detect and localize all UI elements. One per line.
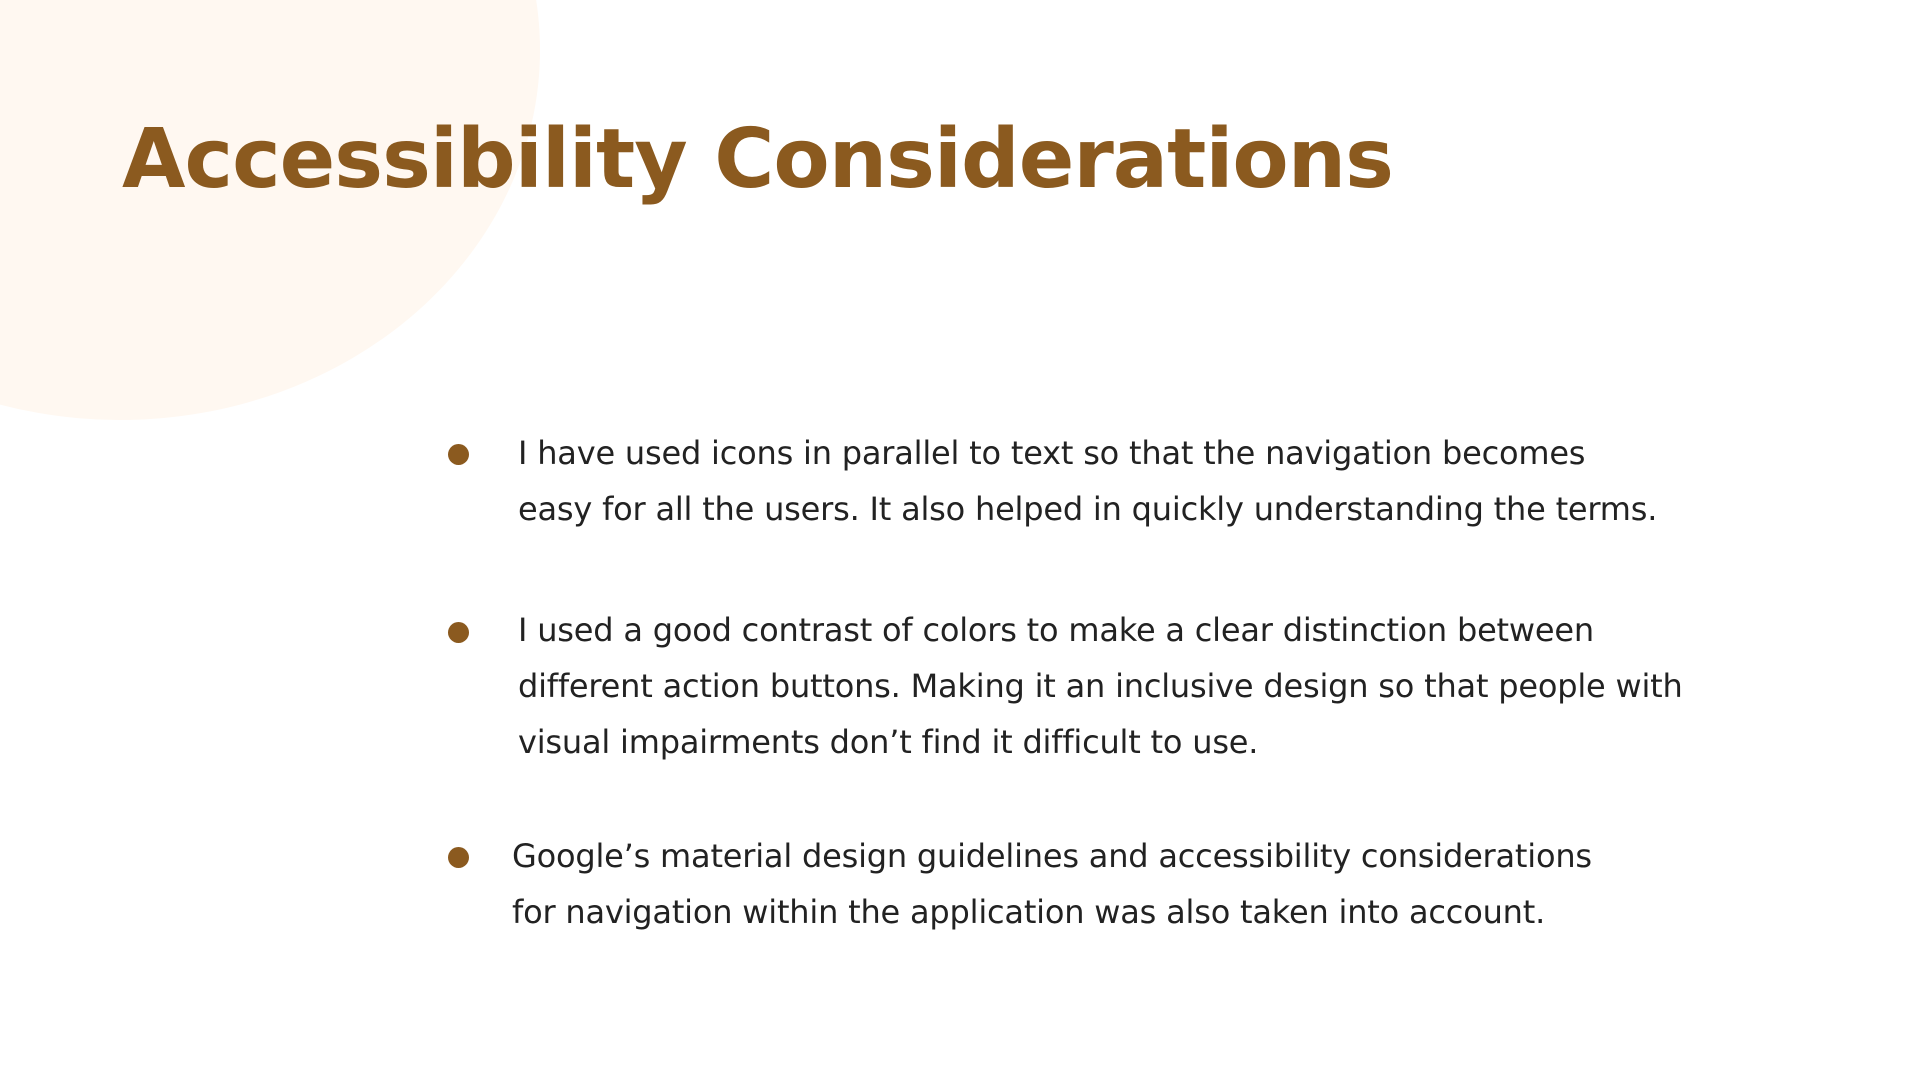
bullet-dot-icon	[448, 847, 469, 868]
bullet-text: Google’s material design guidelines and accessibility considerations for navigation within the application was also taken into account.	[512, 837, 1592, 931]
bullet-dot-icon	[448, 622, 469, 643]
bullet-text: I have used icons in parallel to text so that the navigation becomes easy for all the users. It also helped in quickly understanding the terms.	[518, 434, 1658, 528]
bullet-text: I used a good contrast of colors to make a clear distinction between different action buttons. Making it an inclusive design so that people with visual impairments don’t find it difficult to use.	[518, 611, 1683, 761]
bullet-dot-icon	[448, 444, 469, 465]
slide-title: Accessibility Considerations	[122, 112, 1393, 207]
